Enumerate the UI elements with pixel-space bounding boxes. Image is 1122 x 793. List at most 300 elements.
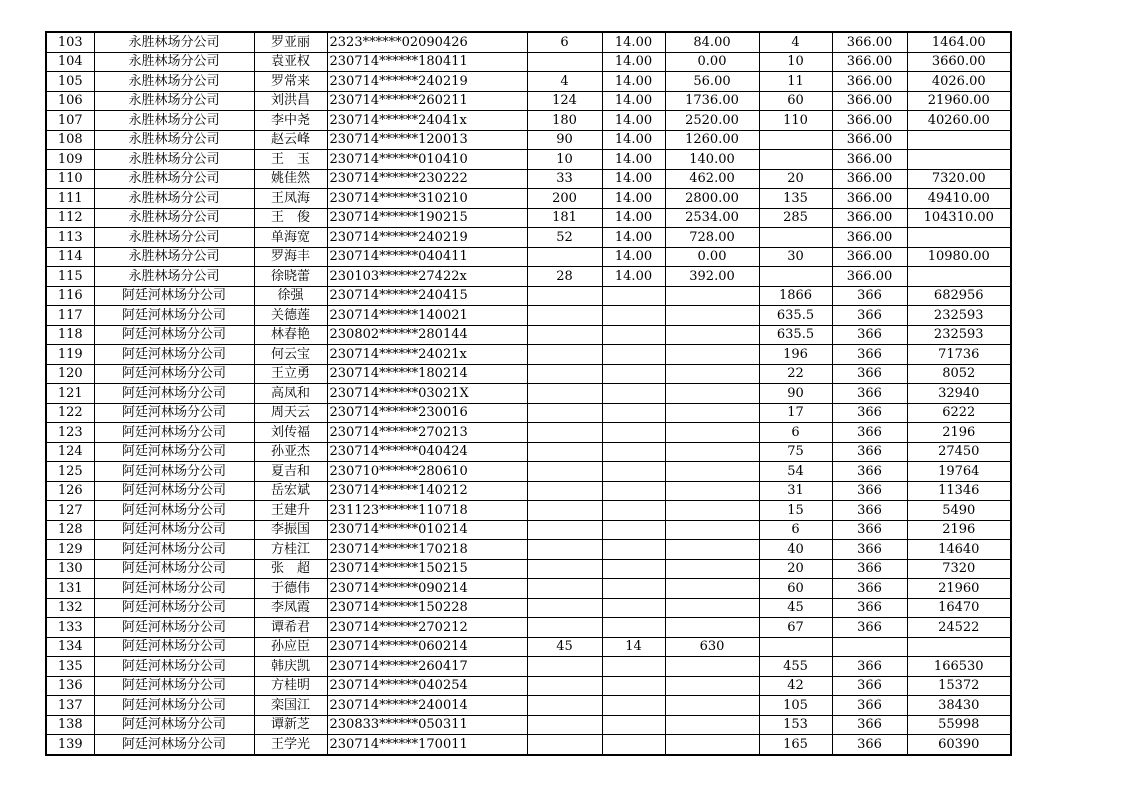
cell-price-b: 366.00 <box>832 72 907 92</box>
cell-qty-b: 15 <box>759 501 832 521</box>
cell-qty-a: 52 <box>527 228 602 248</box>
cell-price-b: 366 <box>832 657 907 677</box>
cell-seq: 120 <box>46 364 94 384</box>
cell-amount-b <box>907 267 1011 287</box>
cell-unit: 阿廷河林场分公司 <box>94 442 254 462</box>
cell-amount-b: 166530 <box>907 657 1011 677</box>
cell-qty-b: 6 <box>759 423 832 443</box>
cell-unit: 永胜林场分公司 <box>94 130 254 150</box>
cell-amount-b: 8052 <box>907 364 1011 384</box>
cell-qty-b: 31 <box>759 481 832 501</box>
cell-id-number: 230714******120013 <box>327 130 527 150</box>
cell-qty-a: 28 <box>527 267 602 287</box>
cell-price-b: 366.00 <box>832 111 907 131</box>
cell-price-a: 14.00 <box>602 228 665 248</box>
cell-qty-a: 6 <box>527 32 602 52</box>
cell-seq: 103 <box>46 32 94 52</box>
cell-seq: 113 <box>46 228 94 248</box>
cell-amount-b <box>907 228 1011 248</box>
table-row <box>46 169 1011 189</box>
cell-name: 栾国江 <box>254 696 327 716</box>
cell-unit: 阿廷河林场分公司 <box>94 501 254 521</box>
cell-unit: 永胜林场分公司 <box>94 32 254 52</box>
cell-seq: 123 <box>46 423 94 443</box>
table-row <box>46 481 1011 501</box>
table-row <box>46 618 1011 638</box>
cell-unit: 永胜林场分公司 <box>94 189 254 209</box>
table-row <box>46 696 1011 716</box>
cell-seq: 106 <box>46 91 94 111</box>
cell-name: 方桂明 <box>254 676 327 696</box>
cell-price-b: 366 <box>832 423 907 443</box>
cell-amount-a <box>665 403 759 423</box>
cell-id-number: 230714******270213 <box>327 423 527 443</box>
table-row <box>46 540 1011 560</box>
cell-qty-b: 60 <box>759 579 832 599</box>
cell-amount-a: 56.00 <box>665 72 759 92</box>
cell-amount-b: 55998 <box>907 715 1011 735</box>
cell-unit: 阿廷河林场分公司 <box>94 618 254 638</box>
cell-amount-a <box>665 598 759 618</box>
cell-seq: 110 <box>46 169 94 189</box>
cell-price-a <box>602 676 665 696</box>
cell-price-b: 366 <box>832 559 907 579</box>
cell-seq: 105 <box>46 72 94 92</box>
cell-price-b: 366 <box>832 286 907 306</box>
cell-price-a <box>602 657 665 677</box>
cell-name: 关德莲 <box>254 306 327 326</box>
cell-price-a <box>602 462 665 482</box>
cell-amount-a: 84.00 <box>665 32 759 52</box>
cell-qty-a: 4 <box>527 72 602 92</box>
table-row <box>46 91 1011 111</box>
cell-amount-a <box>665 559 759 579</box>
cell-amount-a <box>665 501 759 521</box>
cell-qty-b: 20 <box>759 559 832 579</box>
table-row <box>46 52 1011 72</box>
cell-id-number: 230714******090214 <box>327 579 527 599</box>
cell-price-a: 14 <box>602 637 665 657</box>
cell-amount-b: 4026.00 <box>907 72 1011 92</box>
cell-price-a <box>602 384 665 404</box>
cell-qty-b: 10 <box>759 52 832 72</box>
cell-qty-a <box>527 247 602 267</box>
cell-id-number: 230714******240219 <box>327 72 527 92</box>
cell-amount-b: 21960.00 <box>907 91 1011 111</box>
cell-seq: 133 <box>46 618 94 638</box>
cell-seq: 129 <box>46 540 94 560</box>
cell-amount-b: 32940 <box>907 384 1011 404</box>
cell-amount-a <box>665 442 759 462</box>
cell-qty-b: 60 <box>759 91 832 111</box>
cell-amount-a <box>665 306 759 326</box>
cell-id-number: 230714******190215 <box>327 208 527 228</box>
cell-name: 罗亚丽 <box>254 32 327 52</box>
cell-unit: 阿廷河林场分公司 <box>94 325 254 345</box>
cell-id-number: 230714******140212 <box>327 481 527 501</box>
cell-price-b: 366.00 <box>832 189 907 209</box>
cell-price-b: 366 <box>832 462 907 482</box>
cell-qty-b: 285 <box>759 208 832 228</box>
cell-amount-a <box>665 579 759 599</box>
cell-qty-b: 6 <box>759 520 832 540</box>
cell-amount-b: 7320 <box>907 559 1011 579</box>
cell-price-a <box>602 325 665 345</box>
cell-qty-a <box>527 442 602 462</box>
cell-id-number: 230714******150215 <box>327 559 527 579</box>
table-row <box>46 442 1011 462</box>
cell-amount-b: 682956 <box>907 286 1011 306</box>
cell-price-a: 14.00 <box>602 130 665 150</box>
cell-qty-a <box>527 52 602 72</box>
cell-qty-b: 11 <box>759 72 832 92</box>
table-row <box>46 130 1011 150</box>
cell-qty-a <box>527 598 602 618</box>
cell-amount-b: 232593 <box>907 325 1011 345</box>
cell-name: 赵云峰 <box>254 130 327 150</box>
cell-seq: 136 <box>46 676 94 696</box>
cell-amount-b <box>907 130 1011 150</box>
cell-price-b: 366 <box>832 345 907 365</box>
table-row <box>46 384 1011 404</box>
cell-amount-b: 27450 <box>907 442 1011 462</box>
cell-amount-a <box>665 286 759 306</box>
cell-name: 李中尧 <box>254 111 327 131</box>
cell-amount-b: 71736 <box>907 345 1011 365</box>
cell-qty-a <box>527 423 602 443</box>
cell-seq: 121 <box>46 384 94 404</box>
cell-id-number: 230714******240219 <box>327 228 527 248</box>
cell-price-b: 366 <box>832 696 907 716</box>
cell-qty-a <box>527 325 602 345</box>
cell-amount-a: 630 <box>665 637 759 657</box>
cell-name: 王 俊 <box>254 208 327 228</box>
cell-name: 李振国 <box>254 520 327 540</box>
cell-amount-a <box>665 715 759 735</box>
cell-seq: 127 <box>46 501 94 521</box>
cell-name: 刘传福 <box>254 423 327 443</box>
cell-id-number: 230710******280610 <box>327 462 527 482</box>
cell-qty-b: 135 <box>759 189 832 209</box>
cell-price-a: 14.00 <box>602 32 665 52</box>
cell-unit: 永胜林场分公司 <box>94 52 254 72</box>
cell-qty-a: 124 <box>527 91 602 111</box>
cell-unit: 阿廷河林场分公司 <box>94 676 254 696</box>
cell-amount-a: 0.00 <box>665 247 759 267</box>
cell-amount-a: 392.00 <box>665 267 759 287</box>
cell-unit: 永胜林场分公司 <box>94 267 254 287</box>
cell-qty-a <box>527 559 602 579</box>
table-row <box>46 520 1011 540</box>
cell-price-a <box>602 442 665 462</box>
cell-amount-b: 2196 <box>907 520 1011 540</box>
cell-qty-b: 635.5 <box>759 306 832 326</box>
cell-id-number: 230714******170011 <box>327 735 527 755</box>
cell-name: 罗常来 <box>254 72 327 92</box>
cell-qty-a: 33 <box>527 169 602 189</box>
cell-seq: 135 <box>46 657 94 677</box>
cell-price-b <box>832 637 907 657</box>
cell-amount-a: 2534.00 <box>665 208 759 228</box>
cell-price-a: 14.00 <box>602 111 665 131</box>
cell-id-number: 230714******040424 <box>327 442 527 462</box>
cell-price-b: 366.00 <box>832 150 907 170</box>
cell-unit: 阿廷河林场分公司 <box>94 286 254 306</box>
payment-table <box>45 31 1012 756</box>
cell-unit: 永胜林场分公司 <box>94 247 254 267</box>
cell-seq: 139 <box>46 735 94 755</box>
cell-name: 方桂江 <box>254 540 327 560</box>
cell-unit: 阿廷河林场分公司 <box>94 423 254 443</box>
table-row <box>46 579 1011 599</box>
cell-amount-a: 0.00 <box>665 52 759 72</box>
cell-qty-b: 40 <box>759 540 832 560</box>
cell-name: 王学光 <box>254 735 327 755</box>
cell-id-number: 230714******03021X <box>327 384 527 404</box>
cell-qty-b <box>759 637 832 657</box>
cell-unit: 阿廷河林场分公司 <box>94 657 254 677</box>
table-row <box>46 208 1011 228</box>
cell-id-number: 230714******140021 <box>327 306 527 326</box>
cell-qty-a <box>527 364 602 384</box>
cell-name: 罗海丰 <box>254 247 327 267</box>
cell-qty-a <box>527 579 602 599</box>
cell-seq: 108 <box>46 130 94 150</box>
cell-unit: 永胜林场分公司 <box>94 91 254 111</box>
cell-amount-a <box>665 657 759 677</box>
cell-id-number: 230714******260417 <box>327 657 527 677</box>
cell-price-a <box>602 598 665 618</box>
cell-qty-b: 75 <box>759 442 832 462</box>
cell-unit: 阿廷河林场分公司 <box>94 364 254 384</box>
cell-id-number: 230714******010214 <box>327 520 527 540</box>
cell-amount-a: 462.00 <box>665 169 759 189</box>
cell-price-b: 366 <box>832 579 907 599</box>
cell-seq: 138 <box>46 715 94 735</box>
cell-name: 林春艳 <box>254 325 327 345</box>
cell-name: 孙亚杰 <box>254 442 327 462</box>
cell-qty-b: 42 <box>759 676 832 696</box>
cell-name: 孙应臣 <box>254 637 327 657</box>
cell-price-a <box>602 403 665 423</box>
cell-price-b: 366.00 <box>832 91 907 111</box>
cell-amount-b: 60390 <box>907 735 1011 755</box>
cell-name: 徐晓蕾 <box>254 267 327 287</box>
cell-name: 李凤霞 <box>254 598 327 618</box>
cell-unit: 阿廷河林场分公司 <box>94 540 254 560</box>
cell-price-a <box>602 715 665 735</box>
cell-id-number: 230714******230016 <box>327 403 527 423</box>
cell-amount-a <box>665 696 759 716</box>
cell-amount-b: 10980.00 <box>907 247 1011 267</box>
cell-id-number: 230714******040411 <box>327 247 527 267</box>
cell-id-number: 230714******180411 <box>327 52 527 72</box>
cell-name: 徐强 <box>254 286 327 306</box>
cell-name: 高凤和 <box>254 384 327 404</box>
cell-seq: 126 <box>46 481 94 501</box>
cell-qty-a <box>527 501 602 521</box>
cell-amount-b: 21960 <box>907 579 1011 599</box>
cell-qty-a <box>527 481 602 501</box>
cell-seq: 134 <box>46 637 94 657</box>
cell-price-b: 366.00 <box>832 247 907 267</box>
cell-id-number: 230802******280144 <box>327 325 527 345</box>
table-row <box>46 462 1011 482</box>
cell-amount-a <box>665 462 759 482</box>
cell-price-b: 366 <box>832 325 907 345</box>
cell-price-a: 14.00 <box>602 169 665 189</box>
table-row <box>46 637 1011 657</box>
table-row <box>46 286 1011 306</box>
cell-qty-b: 165 <box>759 735 832 755</box>
cell-price-b: 366.00 <box>832 208 907 228</box>
cell-unit: 阿廷河林场分公司 <box>94 735 254 755</box>
cell-id-number: 230714******24041x <box>327 111 527 131</box>
table-row <box>46 267 1011 287</box>
cell-seq: 137 <box>46 696 94 716</box>
cell-id-number: 230714******270212 <box>327 618 527 638</box>
cell-price-b: 366 <box>832 306 907 326</box>
cell-qty-a: 200 <box>527 189 602 209</box>
cell-unit: 永胜林场分公司 <box>94 169 254 189</box>
cell-qty-a <box>527 540 602 560</box>
cell-name: 韩庆凯 <box>254 657 327 677</box>
table-row <box>46 715 1011 735</box>
table-row <box>46 423 1011 443</box>
cell-id-number: 230714******010410 <box>327 150 527 170</box>
cell-price-a <box>602 520 665 540</box>
cell-amount-b: 104310.00 <box>907 208 1011 228</box>
cell-price-b: 366 <box>832 481 907 501</box>
cell-amount-a <box>665 384 759 404</box>
cell-price-b: 366.00 <box>832 267 907 287</box>
table-row <box>46 72 1011 92</box>
cell-unit: 永胜林场分公司 <box>94 208 254 228</box>
cell-price-b: 366 <box>832 364 907 384</box>
cell-seq: 111 <box>46 189 94 209</box>
cell-amount-a <box>665 735 759 755</box>
cell-price-a <box>602 286 665 306</box>
cell-name: 刘洪昌 <box>254 91 327 111</box>
cell-amount-b <box>907 150 1011 170</box>
cell-qty-a <box>527 735 602 755</box>
cell-qty-b: 635.5 <box>759 325 832 345</box>
cell-seq: 124 <box>46 442 94 462</box>
cell-amount-b: 14640 <box>907 540 1011 560</box>
cell-price-b: 366 <box>832 540 907 560</box>
cell-price-a <box>602 735 665 755</box>
cell-unit: 永胜林场分公司 <box>94 72 254 92</box>
cell-amount-b: 49410.00 <box>907 189 1011 209</box>
cell-seq: 132 <box>46 598 94 618</box>
table-row <box>46 345 1011 365</box>
cell-price-b: 366 <box>832 520 907 540</box>
cell-price-b: 366 <box>832 501 907 521</box>
cell-seq: 119 <box>46 345 94 365</box>
cell-seq: 104 <box>46 52 94 72</box>
cell-amount-b: 11346 <box>907 481 1011 501</box>
cell-unit: 永胜林场分公司 <box>94 111 254 131</box>
cell-amount-b <box>907 637 1011 657</box>
cell-qty-b: 30 <box>759 247 832 267</box>
cell-price-a <box>602 501 665 521</box>
table-row <box>46 501 1011 521</box>
cell-name: 于德伟 <box>254 579 327 599</box>
cell-amount-b: 38430 <box>907 696 1011 716</box>
cell-amount-a <box>665 364 759 384</box>
cell-seq: 118 <box>46 325 94 345</box>
cell-id-number: 230714******150228 <box>327 598 527 618</box>
cell-amount-a <box>665 520 759 540</box>
cell-id-number: 230714******310210 <box>327 189 527 209</box>
cell-qty-a: 45 <box>527 637 602 657</box>
cell-qty-a <box>527 618 602 638</box>
cell-unit: 阿廷河林场分公司 <box>94 715 254 735</box>
table-row <box>46 559 1011 579</box>
cell-price-a <box>602 364 665 384</box>
cell-unit: 阿廷河林场分公司 <box>94 696 254 716</box>
cell-name: 王凤海 <box>254 189 327 209</box>
cell-price-a <box>602 345 665 365</box>
table-row <box>46 325 1011 345</box>
cell-amount-a: 2520.00 <box>665 111 759 131</box>
cell-qty-b: 22 <box>759 364 832 384</box>
cell-name: 王建升 <box>254 501 327 521</box>
cell-price-a: 14.00 <box>602 91 665 111</box>
cell-price-a: 14.00 <box>602 150 665 170</box>
cell-id-number: 230714******040254 <box>327 676 527 696</box>
table-row <box>46 676 1011 696</box>
cell-price-a: 14.00 <box>602 72 665 92</box>
cell-unit: 阿廷河林场分公司 <box>94 462 254 482</box>
cell-qty-b: 153 <box>759 715 832 735</box>
cell-qty-b <box>759 150 832 170</box>
cell-seq: 125 <box>46 462 94 482</box>
cell-qty-a <box>527 403 602 423</box>
cell-amount-b: 16470 <box>907 598 1011 618</box>
table-row <box>46 657 1011 677</box>
cell-id-number: 230714******060214 <box>327 637 527 657</box>
cell-id-number: 230714******230222 <box>327 169 527 189</box>
cell-price-b: 366.00 <box>832 52 907 72</box>
cell-amount-b: 40260.00 <box>907 111 1011 131</box>
cell-qty-a <box>527 286 602 306</box>
cell-price-b: 366.00 <box>832 130 907 150</box>
cell-amount-b: 6222 <box>907 403 1011 423</box>
table-row <box>46 247 1011 267</box>
cell-amount-b: 2196 <box>907 423 1011 443</box>
cell-amount-a: 728.00 <box>665 228 759 248</box>
cell-unit: 阿廷河林场分公司 <box>94 481 254 501</box>
cell-unit: 阿廷河林场分公司 <box>94 403 254 423</box>
cell-name: 何云宝 <box>254 345 327 365</box>
cell-amount-b: 24522 <box>907 618 1011 638</box>
cell-amount-b: 15372 <box>907 676 1011 696</box>
table-row <box>46 364 1011 384</box>
table-row <box>46 189 1011 209</box>
cell-qty-b: 196 <box>759 345 832 365</box>
cell-qty-a <box>527 676 602 696</box>
cell-unit: 阿廷河林场分公司 <box>94 598 254 618</box>
cell-qty-a <box>527 306 602 326</box>
cell-unit: 阿廷河林场分公司 <box>94 637 254 657</box>
cell-price-a <box>602 481 665 501</box>
cell-price-a <box>602 618 665 638</box>
cell-price-b: 366 <box>832 384 907 404</box>
cell-seq: 112 <box>46 208 94 228</box>
cell-qty-b: 1866 <box>759 286 832 306</box>
cell-name: 周天云 <box>254 403 327 423</box>
